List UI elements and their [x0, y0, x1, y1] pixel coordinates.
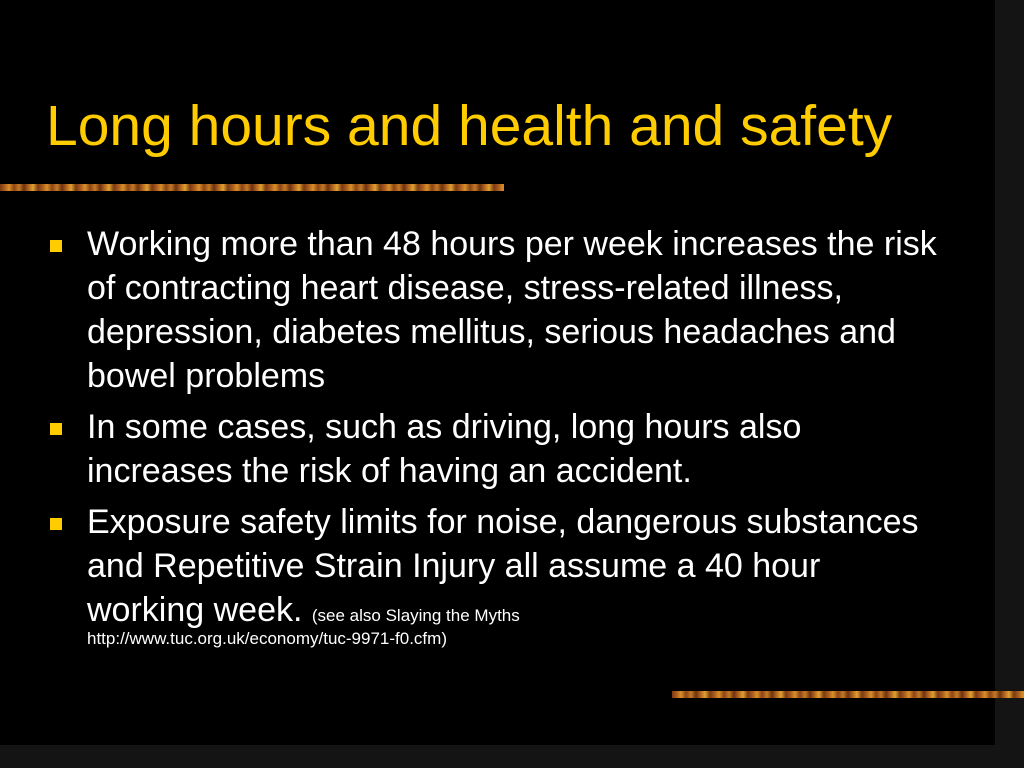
square-bullet-icon [50, 240, 62, 252]
slide-title: Long hours and health and safety [46, 94, 893, 158]
right-edge-band [995, 0, 1024, 768]
bullet-item [46, 222, 946, 398]
footer-accent-rule [672, 691, 1024, 698]
bottom-edge-band [0, 745, 1024, 768]
bullet-text: In some cases, such as driving, long hours also increases the risk of having an accident. [87, 408, 802, 490]
bullet-item [46, 500, 946, 650]
reference-url: http://www.tuc.org.uk/economy/tuc-9971-f0.cfm) [87, 629, 447, 648]
bullet-text: Working more than 48 hours per week increases the risk of contracting heart disease, stress-related illness, depression, diabetes mellitus, serious headaches and bowel problems [87, 225, 937, 395]
bullet-list [46, 222, 946, 657]
reference-note: (see also Slaying the Myths [311, 606, 520, 625]
bullet-item [46, 405, 946, 493]
square-bullet-icon [50, 518, 62, 530]
square-bullet-icon [50, 423, 62, 435]
bullet-text: Exposure safety limits for noise, dangerous substances and Repetitive Strain Injury all assume a 40 hour working week. [87, 503, 919, 629]
title-underline-rule [0, 184, 504, 191]
